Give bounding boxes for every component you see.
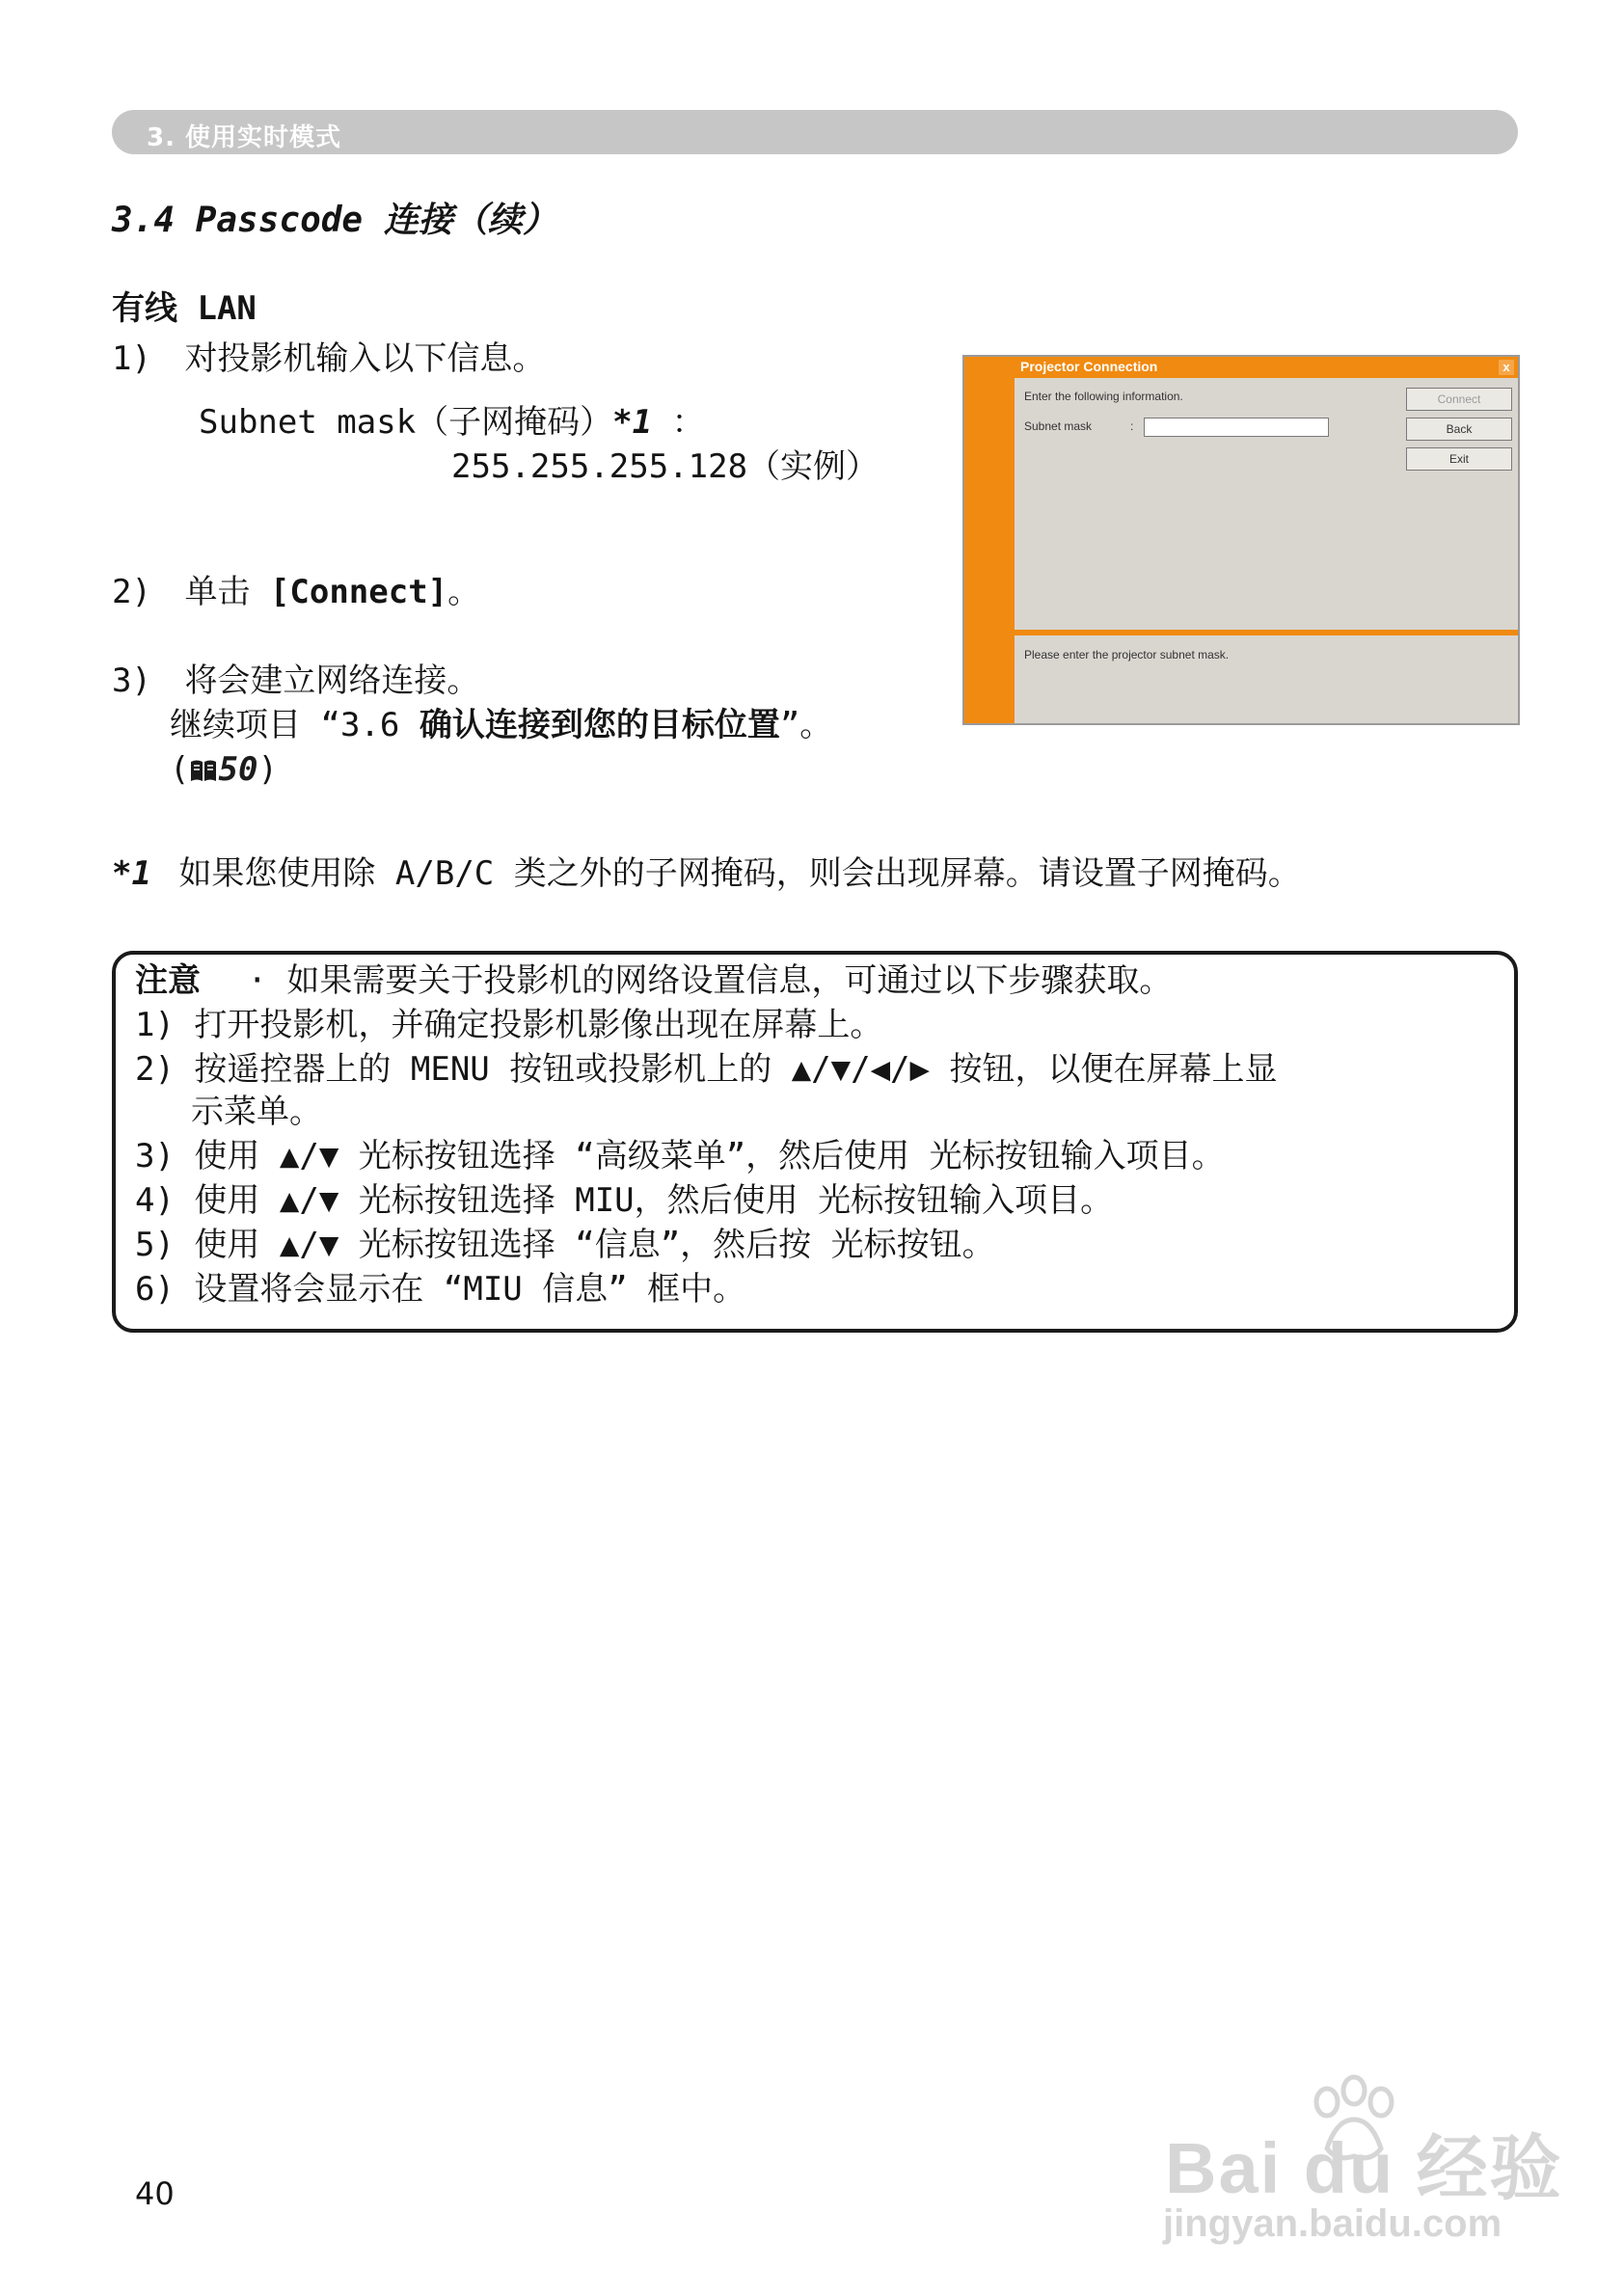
dialog-accent-upper <box>964 378 1015 631</box>
page-ref-close: ) <box>257 750 278 789</box>
watermark-url: jingyan.baidu.com <box>1163 2202 1502 2245</box>
dialog-colon: : <box>1130 419 1134 433</box>
chapter-label: 3. 使用实时模式 <box>147 123 342 152</box>
watermark-logo: Bai du 经验 <box>1165 2128 1563 2208</box>
step-2-prefix: 单击 <box>184 573 270 611</box>
footnote-mark: *1 <box>112 854 151 893</box>
note-line-6: 6) 设置将会显示在 “MIU 信息” 框中。 <box>135 1270 746 1309</box>
subnet-mask-label: Subnet mask（子网掩码） <box>199 403 613 442</box>
step-2 <box>112 571 480 613</box>
close-icon[interactable]: x <box>1499 360 1514 375</box>
step-3-continue <box>170 704 832 746</box>
step-2-suffix: 。 <box>447 573 481 611</box>
back-button[interactable]: Back <box>1406 418 1512 441</box>
dialog-accent-lower <box>964 634 1015 723</box>
step-3-text: 将会建立网络连接。 <box>184 662 480 700</box>
subnet-mask-input[interactable] <box>1144 418 1329 437</box>
note-line-2-continued: 示菜单。 <box>191 1093 322 1131</box>
step-3 <box>112 660 479 702</box>
page-ref-number: 50 <box>218 750 258 789</box>
subnet-mask-line <box>199 401 705 444</box>
note-intro: · 如果需要关于投影机的网络设置信息，可通过以下步骤获取。 <box>247 961 1173 1000</box>
footnote <box>112 852 1301 895</box>
connect-command: [Connect] <box>269 573 448 611</box>
footnote-ref: *1 <box>612 403 653 442</box>
sub-heading: 有线 LAN <box>112 289 257 328</box>
page-number: 40 <box>135 2175 175 2212</box>
step-3-continue-prefix: 继续项目 “3.6 <box>170 706 420 744</box>
dialog-status-message: Please enter the projector subnet mask. <box>1024 648 1230 662</box>
book-icon <box>189 758 218 783</box>
note-line-5: 5) 使用 ▲/▼ 光标按钮选择 “信息”，然后按 光标按钮。 <box>135 1226 995 1264</box>
note-line-2: 2) 按遥控器上的 MENU 按钮或投影机上的 ▲/▼/◀/▶ 按钮，以便在屏幕上显 <box>135 1050 1278 1089</box>
dialog-instruction: Enter the following information. <box>1024 390 1183 403</box>
section-title: 3.4 Passcode 连接（续） <box>112 201 557 240</box>
exit-button[interactable]: Exit <box>1406 447 1512 471</box>
note-label: 注意 <box>135 961 201 1000</box>
note-box <box>112 951 1518 1333</box>
dialog-subnet-label: Subnet mask <box>1024 419 1093 433</box>
page-ref-open: ( <box>170 750 190 789</box>
dialog-title: Projector Connection <box>1020 359 1158 374</box>
step-1-number: 1) <box>112 339 151 378</box>
page-reference[interactable] <box>170 748 278 791</box>
note-intro-line <box>135 958 1172 1003</box>
connect-button[interactable]: Connect <box>1406 388 1512 411</box>
footnote-text: 如果您使用除 A/B/C 类之外的子网掩码，则会出现屏幕。请设置子网掩码。 <box>178 854 1301 893</box>
projector-connection-dialog <box>962 355 1520 725</box>
step-2-number: 2) <box>112 573 151 611</box>
subnet-colon: ： <box>671 403 705 442</box>
note-line-1: 1) 打开投影机，并确定投影机影像出现在屏幕上。 <box>135 1006 883 1044</box>
note-line-4: 4) 使用 ▲/▼ 光标按钮选择 MIU，然后使用 光标按钮输入项目。 <box>135 1181 1114 1220</box>
note-line-3: 3) 使用 ▲/▼ 光标按钮选择 “高级菜单”，然后使用 光标按钮输入项目。 <box>135 1137 1225 1175</box>
subnet-mask-value: 255.255.255.128（实例） <box>451 447 880 486</box>
step-3-number: 3) <box>112 662 151 700</box>
step-1-text: 对投影机输入以下信息。 <box>184 339 546 378</box>
chapter-header-band <box>112 110 1518 154</box>
dialog-form-panel <box>1015 378 1518 630</box>
step-1 <box>112 338 545 380</box>
step-3-continue-suffix: ”。 <box>779 706 833 744</box>
dialog-titlebar <box>964 357 1518 378</box>
section-link-3-6[interactable]: 确认连接到您的目标位置 <box>419 706 780 744</box>
